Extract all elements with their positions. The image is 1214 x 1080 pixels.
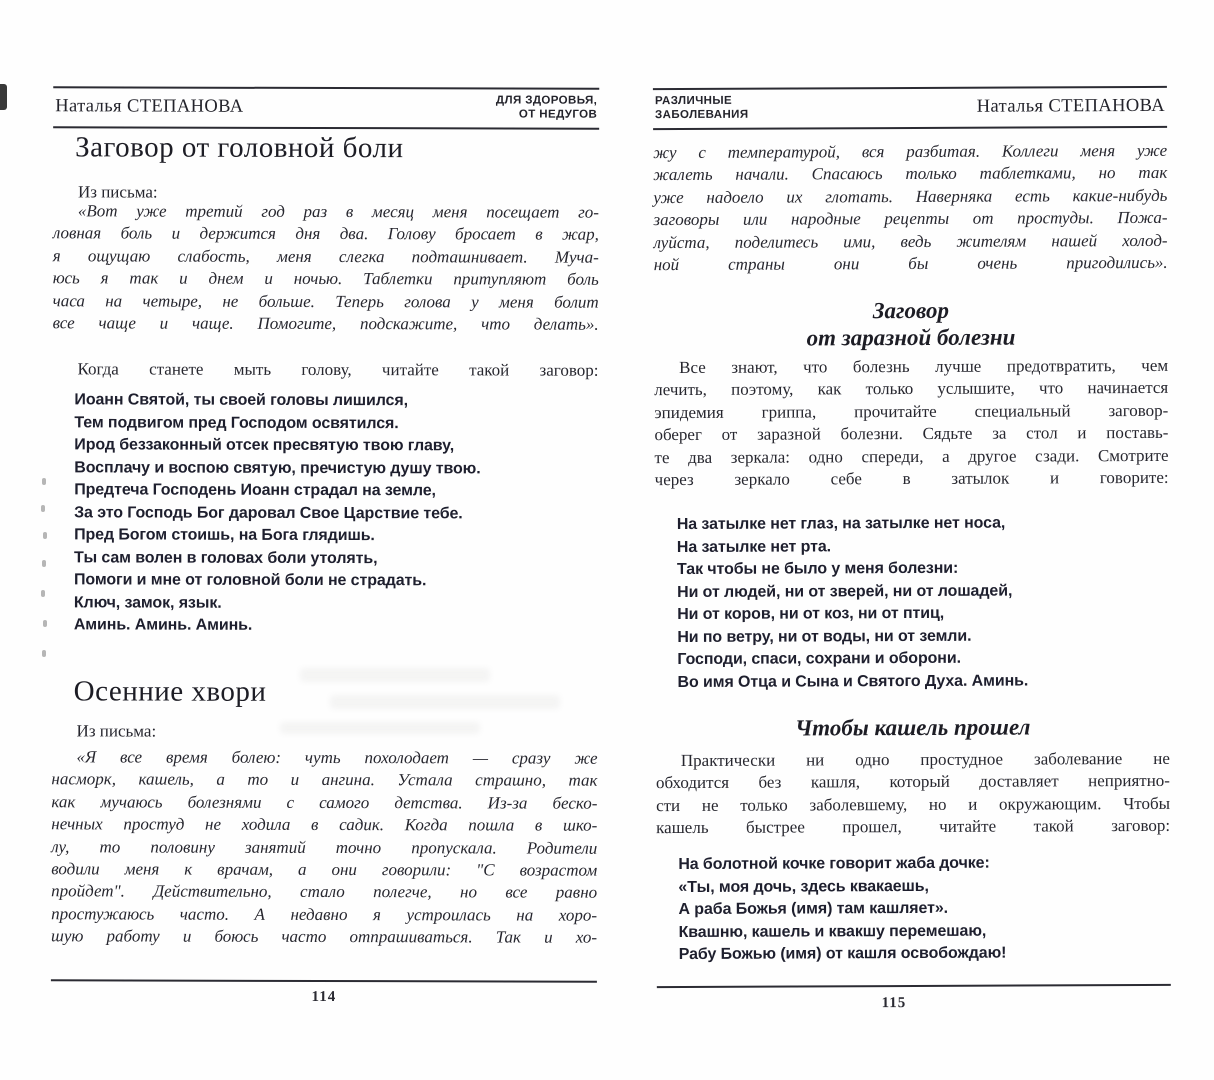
series-line-1: ДЛЯ ЗДОРОВЬЯ, <box>495 94 598 107</box>
section-heading-autumn: Осенние хвори <box>73 675 267 708</box>
footer-rule <box>657 984 1171 988</box>
letter-continuation-paragraph: жу с температурой, вся разбитая. Коллеги меня уже жалеть начали. Спасаюсь только таблетками, но так уже надоело их глотать. Наверняка есть какие-нибудь заговоры или народные рецепты от простуды. Пожа- луйста, поделитесь ими, ведь жителям нашей холод- ной страны они бы очень пригодились». <box>653 140 1168 275</box>
right-page <box>653 86 1171 1048</box>
letter-paragraph: «Я все время болею: чуть похолодает — сразу же насморк, кашель, а то и ангина. Устала страшно, так как мучаюсь болезнями с самого детства. Из-за беско- нечных простуд не ходила в садик. Когда пошла в шко- лу, то половину занятий точно пропускала. Родители водили меня к врачам, а они говорили: "С возрастом пройдет". Действительно, стало полегче, но все равно простужаюсь часто. А недавно я устроилась на хоро- шую работу и боюсь часто отпрашиваться. Так и хо- <box>51 747 598 947</box>
running-head-author: Наталья СТЕПАНОВА <box>55 96 244 117</box>
section-line-1: РАЗЛИЧНЫЕ <box>654 94 733 108</box>
spell-verse-contagious: На затылке нет глаз, на затылке нет носа, На затылке нет рта. Так чтобы не было у меня болезни: Ни от людей, ни от зверей, ни от лошадей, Ни от коров, ни от коз, ни от птиц, Ни по ветру, ни от воды, ни от земли. Господи, спаси, сохрани и оборони. Во имя Отца и Сына и Святого Духа. Аминь. <box>676 514 1029 691</box>
letter-label: Из письма: <box>77 182 158 202</box>
series-line-2: ОТ НЕДУГОВ <box>518 108 598 121</box>
spell-verse-headache: Иоанн Святой, ты своей головы лишился, Тем подвигом пред Господом освятился. Ирод беззаконный отсек пресвятую твою главу, Восплачу и воспою святую, пречистую душу твою. Предтеча Господень Иоанн страдал на земле, За это Господь Бог даровал Свое Царствие тебе. Пред Богом стоишь, на Бога глядишь. Ты сам волен в головах боли утолять, Помоги и мне от головной боли не страдать. Ключ, замок, язык. Аминь. Аминь. Аминь. <box>73 391 481 634</box>
right-running-head <box>653 86 1167 130</box>
running-head-series <box>496 94 597 121</box>
running-head-author: Наталья СТЕПАНОВА <box>976 95 1166 117</box>
page-number: 115 <box>881 995 907 1012</box>
intro-paragraph: Практически ни одно простудное заболевание не обходится без кашля, который доставляет неприятно- сти не только заболевшему, но и окружающим. Чтобы кашель быстрее прошел, читайте такой заговор: <box>655 748 1171 838</box>
intro-paragraph: Все знают, что болезнь лучше предотвратить, чем лечить, поэтому, как только услышите, что начинается эпидемия гриппа, прочитайте специальный заговор- оберег от заразной болезни. Сядьте за стол и поставь- те два зеркала: одно спереди, а другое сзади. Смотрите через зеркало себе в затылок и говорите: <box>654 355 1169 490</box>
scan-artifact <box>43 620 47 627</box>
left-page <box>51 86 600 1047</box>
instruction-paragraph: Когда станете мыть голову, читайте такой заговор: <box>77 359 599 380</box>
section-line-2: ЗАБОЛЕВАНИЯ <box>654 108 749 121</box>
scan-artifact <box>42 560 46 567</box>
spell-heading-contagious: Заговор от заразной болезни <box>806 297 1016 351</box>
spell-heading-cough: Чтобы кашель прошел <box>794 714 1031 741</box>
page-number: 114 <box>311 988 337 1006</box>
chapter-title: Заговор от головной боли <box>75 131 404 165</box>
scan-artifact <box>43 532 47 539</box>
scan-artifact <box>42 650 46 657</box>
scan-artifact <box>42 478 46 485</box>
scan-artifact <box>41 590 45 597</box>
scan-artifact <box>0 84 7 110</box>
spell-verse-cough: На болотной кочке говорит жаба дочке: «Ты, моя дочь, здесь квакаешь, А раба Божья (имя) там кашляет». Квашню, кашель и квакшу перемешаю, Рабу Божью (имя) от кашля освобождаю! <box>678 854 1007 964</box>
letter-label: Из письма: <box>76 721 157 741</box>
left-running-head <box>53 86 599 129</box>
running-head-section <box>655 95 749 122</box>
footer-rule <box>51 979 597 982</box>
letter-paragraph: «Вот уже третий год раз в месяц меня посещает го- ловная боль и держится дня два. Голову бросает в жар, я ощущаю слабость, меня слегка подташнивает. Муча- юсь я так и днем и ночью. Таблетки притупляют боль часа на четыре, не больше. Теперь голова у меня болит все чаще и чаще. Помогите, подскажите, что делать». <box>52 201 599 334</box>
scan-artifact <box>41 505 45 512</box>
